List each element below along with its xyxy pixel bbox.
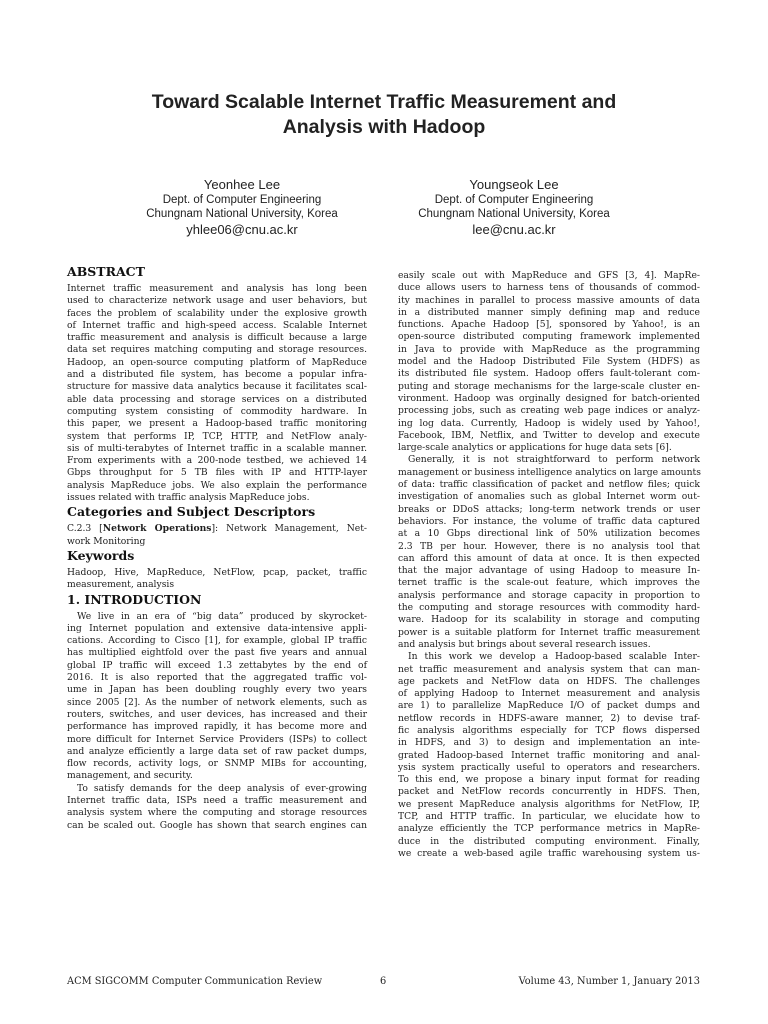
- text-line: TCP, and HTTP traffic. In particular, we elucidate how to: [398, 811, 700, 823]
- author-name: Youngseok Lee: [469, 177, 559, 192]
- text-line: fic analysis algorithms especially for TCP flows dispersed: [398, 724, 700, 736]
- text-line: analysis MapReduce jobs. We also explain the performance: [67, 479, 367, 491]
- text-line: From experiments with a 200-node testbed, we achieved 14: [67, 455, 367, 467]
- text-line: we create a web-based agile traffic warehousing system us-: [398, 847, 700, 859]
- text-line: faces the problem of scalability under the explosive growth: [67, 307, 367, 319]
- text-line: data set requires matching computing and storage resources.: [67, 344, 367, 356]
- text-line: breaks or DDoS attacks; long-term network trends or user: [398, 503, 700, 515]
- text-line: flow records, activity logs, or SNMP MIBs for accounting,: [67, 758, 367, 770]
- text-line: that the major advantage of using Hadoop to measure In-: [398, 565, 700, 577]
- text-line: [67, 523, 367, 535]
- text-line: management, and security.: [67, 770, 193, 782]
- text-line: in HDFS, and 3) to design and implementation an inte-: [398, 737, 700, 749]
- text-line: able data processing and storage services on a distributed: [67, 393, 367, 405]
- text-line: in a distributed manner simply defining map and reduce: [398, 306, 700, 318]
- text-line: can afford this amount of data at once. It is then expected: [398, 552, 700, 564]
- text-line: are 1) to parallelize MapReduce I/O of packet dumps and: [398, 700, 700, 712]
- text-line: structure for massive data analytics because it facilitates scal-: [67, 381, 367, 393]
- text-line: ity machines in parallel to process massive amounts of data: [398, 294, 700, 306]
- text-line: Gbps throughput for 5 TB files with IP and HTTP-layer: [67, 467, 367, 479]
- text-line: Hadoop, Hive, MapReduce, NetFlow, pcap, packet, traffic: [67, 566, 367, 578]
- text-line: and analyze efficiently a large data set of raw packet dumps,: [67, 745, 367, 757]
- text-line: routers, switches, and user devices, has increased and their: [67, 708, 367, 720]
- text-line: netflow records in HDFS-aware manner, 2) to devise traf-: [398, 712, 700, 724]
- paper-title: [60, 90, 708, 140]
- text-line: of data: traffic classification of packet and netflow files; quick: [398, 479, 700, 491]
- text-line: To this end, we propose a binary input format for reading: [398, 774, 700, 786]
- footer-page-number: 6: [380, 976, 387, 987]
- text-line: in Java to provide with MapReduce as the programming: [398, 343, 700, 355]
- author-affiliation: Chungnam National University, Korea: [146, 208, 338, 220]
- text-line: computing system consisting of commodity hardware. In: [67, 405, 367, 417]
- right-column: [398, 270, 700, 860]
- text-line: ing Internet population and extensive data-intensive appli-: [67, 622, 367, 634]
- text-line: model and the Hadoop Distributed File System (HDFS) as: [398, 356, 700, 368]
- text-line: analyze efficiently the TCP performance metrics in MapRe-: [398, 823, 700, 835]
- text-line: issues related with traffic analysis MapReduce jobs.: [67, 492, 310, 504]
- text-line: We live in an era of “big data” produced by skyrocket-: [77, 610, 367, 622]
- categories-body: [67, 523, 367, 548]
- text-line: open-source distributed computing framework implemented: [398, 331, 700, 343]
- left-column: [67, 264, 367, 832]
- text-line: 2016. It is also reported that the aggregated traffic vol-: [67, 672, 367, 684]
- text-line: of applying Hadoop to Internet measurement and analysis: [398, 688, 700, 700]
- text-line: Hadoop, an open-source computing platform of MapReduce: [67, 356, 367, 368]
- author-dept: Dept. of Computer Engineering: [434, 194, 594, 206]
- text-line: vironment. Hadoop was orginally designed for batch-oriented: [398, 392, 700, 404]
- keywords-body: [67, 567, 367, 592]
- text-line: analysis performance and storage capacity in proportion to: [398, 589, 700, 601]
- author-affiliation: Chungnam National University, Korea: [418, 208, 610, 220]
- text-line: ysis system practically useful to operators and researchers.: [398, 761, 700, 773]
- text-line: duce in the distributed computing environment. Finally,: [398, 835, 700, 847]
- text-line: cations. According to Cisco [1], for example, global IP traffic: [67, 635, 367, 647]
- text-line: we present MapReduce analysis algorithms for NetFlow, IP,: [398, 798, 700, 810]
- author-email: lee@cnu.ac.kr: [472, 222, 556, 237]
- text-line: grated Hadoop-based Internet traffic monitoring and anal-: [398, 749, 700, 761]
- text-line: puting and storage mechanisms for the large-scale cluster en-: [398, 380, 700, 392]
- text-line: of Internet traffic and high-speed access. Scalable Internet: [67, 319, 367, 331]
- text-line: management or business intelligence analytics on large amounts: [398, 466, 701, 478]
- text-line: more difficult for Internet Service Providers (ISPs) to collect: [67, 733, 367, 745]
- text-line: used to characterize network usage and user behaviors, but: [67, 295, 367, 307]
- text-line: the computing and storage resources with commodity hard-: [398, 602, 700, 614]
- page-footer: [67, 976, 700, 990]
- text-line: 2.3 TB per hour. However, there is no analysis tool that: [398, 540, 700, 552]
- title-line: Toward Scalable Internet Traffic Measurement and: [151, 91, 617, 113]
- footer-venue: ACM SIGCOMM Computer Communication Review: [67, 976, 323, 987]
- text-line: sis of multi-terabytes of Internet traffic in a scalable manner.: [67, 442, 367, 454]
- text-line: at a 10 Gbps directional link of 50% utilization becomes: [398, 528, 700, 540]
- author-block: [92, 176, 392, 238]
- text-line: easily scale out with MapReduce and GFS [3, 4]. MapRe-: [398, 270, 700, 281]
- abstract-body: [67, 283, 367, 504]
- text-line: ware. Hadoop for its scalability in storage and computing: [398, 614, 700, 626]
- text-line: investigation of anomalies such as global Internet worm out-: [398, 491, 700, 503]
- text-line: and analysis but brings about several research issues.: [398, 638, 651, 650]
- text-line: behaviors. For instance, the volume of traffic data captured: [398, 515, 700, 527]
- text-line: functions. Apache Hadoop [5], sponsored by Yahoo!, is an: [398, 319, 700, 331]
- text-line: net traffic measurement and analysis system that can man-: [398, 663, 700, 675]
- categories-bold: Network Operations: [102, 523, 212, 535]
- text-line: and a distributed file system, has become a popular infra-: [67, 369, 367, 381]
- text-line: its distributed file system. Hadoop offers fault-tolerant com-: [398, 368, 700, 380]
- abstract-heading: ABSTRACT: [67, 264, 145, 279]
- introduction-body: [67, 611, 367, 832]
- title-line: Analysis with Hadoop: [282, 116, 486, 138]
- text-line: Generally, it is not straightforward to perform network: [408, 454, 700, 466]
- introduction-heading: 1. INTRODUCTION: [67, 591, 202, 607]
- footer-volume: Volume 43, Number 1, January 2013: [518, 976, 700, 987]
- text-line: traffic measurement and analysis is difficult because a large: [67, 332, 367, 344]
- categories-heading: Categories and Subject Descriptors: [67, 504, 316, 520]
- text-line: packet and NetFlow records concurrently in HDFS. Then,: [398, 786, 700, 798]
- categories-rest: ]: Network Management, Net-: [211, 523, 367, 535]
- text-line: To satisfy demands for the deep analysis of ever-growing: [77, 782, 367, 794]
- text-line: ume in Japan has been doubling roughly every two years: [67, 684, 367, 696]
- author-email: yhlee06@cnu.ac.kr: [186, 222, 298, 237]
- author-dept: Dept. of Computer Engineering: [162, 194, 322, 206]
- text-line: duce allows users to harness tens of thousands of commod-: [398, 282, 700, 294]
- text-line: large-scale analytics or applications for huge data sets [6].: [398, 442, 672, 454]
- text-line: Internet traffic data, ISPs need a traffic measurement and: [67, 794, 367, 806]
- text-line: system that performs IP, TCP, HTTP, and NetFlow analy-: [67, 430, 367, 442]
- text-line: can be scaled out. Google has shown that search engines can: [67, 819, 367, 831]
- keywords-heading: Keywords: [67, 547, 135, 563]
- text-line: analysis system where the computing and storage resources: [67, 807, 367, 819]
- text-line: age packets and NetFlow data on HDFS. The challenges: [398, 675, 700, 687]
- text-line: work Monitoring: [67, 535, 146, 547]
- text-line: ternet traffic is the scale-out feature, which improves the: [398, 577, 700, 589]
- text-line: global IP traffic will exceed 1.3 zettabytes by the end of: [67, 659, 367, 671]
- text-line: Facebook, IBM, Netflix, and Twitter to develop and execute: [398, 429, 700, 441]
- text-line: In this work we develop a Hadoop-based scalable Inter-: [408, 651, 700, 663]
- text-line: performance has improved rapidly, it has become more and: [67, 721, 367, 733]
- author-name: Yeonhee Lee: [203, 177, 281, 192]
- text-line: ing log data. Currently, Hadoop is widely used by Yahoo!,: [398, 417, 700, 429]
- text-line: processing jobs, such as creating web page indices or analyz-: [398, 405, 700, 417]
- text-line: measurement, analysis: [67, 579, 175, 591]
- author-block: [364, 176, 664, 238]
- text-line: power is a suitable platform for Internet traffic measurement: [398, 626, 700, 638]
- text-line: Internet traffic measurement and analysis has long been: [67, 283, 367, 294]
- text-line: since 2005 [2]. As the number of network elements, such as: [67, 696, 367, 708]
- text-line: this paper, we present a Hadoop-based traffic monitoring: [67, 418, 367, 430]
- text-line: has multiplied eightfold over the past five years and annual: [67, 647, 367, 659]
- categories-code: C.2.3 [: [67, 523, 103, 535]
